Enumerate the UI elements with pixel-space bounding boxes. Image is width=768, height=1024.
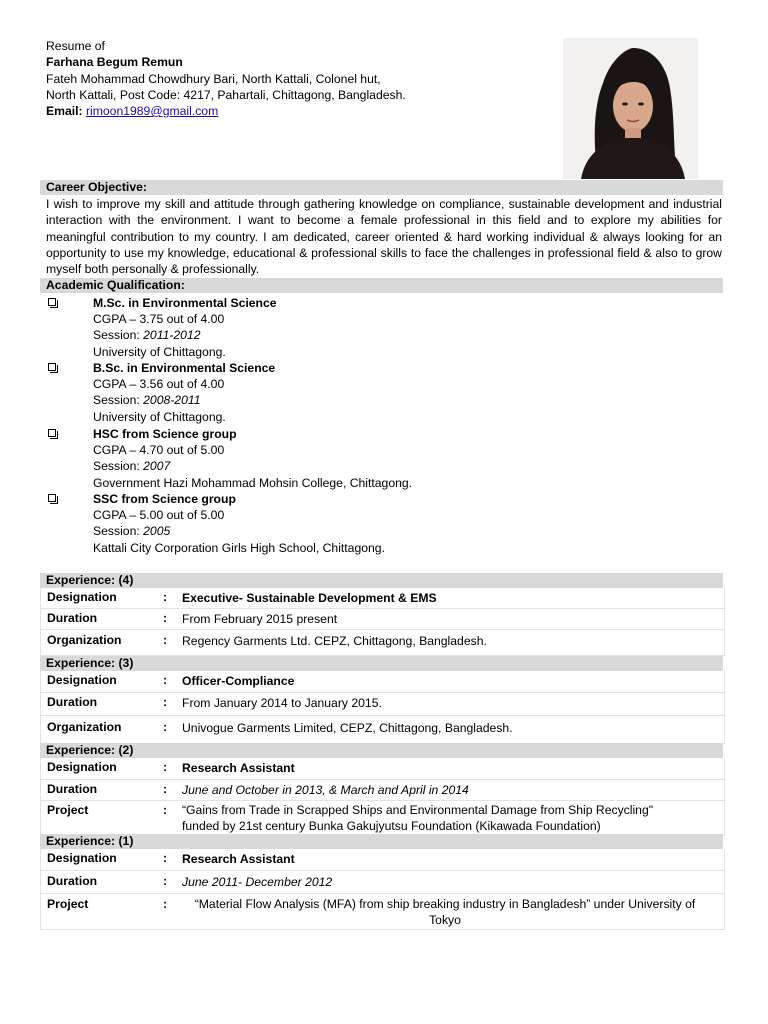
cgpa: CGPA – 3.75 out of 4.00 [93, 312, 225, 327]
degree: HSC from Science group [93, 427, 237, 441]
cgpa: CGPA – 3.56 out of 4.00 [93, 377, 225, 392]
degree: B.Sc. in Environmental Science [93, 361, 276, 375]
institution: Government Hazi Mohammad Mohsin College, Chittagong. [93, 475, 413, 490]
career-objective-text: I wish to improve my skill and attitude through gathering knowledge on compliance, sustainable development and industrial interaction with the environment. I want to become a female professional in this field and to explore my abilities for meaningful contribution to my country. I am dedicated, career oriented & hard working individual & always looking for an opportunity to use my knowledge, educational & professional skills to face the challenges in professional field & also to grow myself both personally & professionally. [46, 197, 722, 277]
career-objective-heading-bar [40, 180, 723, 195]
email-link[interactable]: rimoon1989@gmail.com [85, 104, 219, 118]
session: Session: 2007 [93, 459, 171, 474]
experience-table [40, 849, 725, 930]
table-row: Designation : Officer-Compliance [41, 671, 724, 693]
address-line-2: North Kattali, Post Code: 4217, Pahartali, Chittagong, Bangladesh. [46, 88, 406, 102]
session: Session: 2005 [93, 524, 171, 539]
institution: Kattali City Corporation Girls High School, Chittagong. [93, 540, 385, 555]
experience-table [40, 671, 725, 744]
checkbox-icon [48, 494, 56, 502]
email-row [46, 103, 218, 119]
table-row: Organization : Univogue Garments Limited, CEPZ, Chittagong, Bangladesh. [41, 716, 724, 744]
resume-of-label: Resume of [46, 39, 105, 53]
table-row: Duration : From February 2015 present [41, 609, 724, 630]
cgpa: CGPA – 4.70 out of 5.00 [93, 443, 225, 458]
table-row: Designation : Research Assistant [41, 849, 724, 871]
experience-heading-bar [40, 573, 723, 588]
cgpa: CGPA – 5.00 out of 5.00 [93, 508, 225, 523]
experience-heading-bar [40, 743, 723, 758]
experience-heading-bar [40, 834, 723, 849]
experience-heading: Experience: (1) [46, 834, 134, 848]
degree: SSC from Science group [93, 492, 236, 506]
degree: M.Sc. in Environmental Science [93, 296, 277, 310]
table-row: Project : “Material Flow Analysis (MFA) from ship breaking industry in Bangladesh” under University of Tokyo [41, 894, 724, 930]
table-row: Organization : Regency Garments Ltd. CEPZ, Chittagong, Bangladesh. [41, 630, 724, 656]
profile-photo [563, 38, 698, 179]
checkbox-icon [48, 363, 56, 371]
candidate-name: Farhana Begum Remun [46, 55, 183, 69]
academic-heading: Academic Qualification: [46, 278, 185, 292]
experience-table [40, 588, 725, 656]
session: Session: 2011-2012 [93, 328, 201, 343]
table-row: Designation : Executive- Sustainable Development & EMS [41, 588, 724, 609]
table-row: Duration : June 2011- December 2012 [41, 871, 724, 894]
experience-heading: Experience: (2) [46, 743, 134, 757]
experience-heading: Experience: (4) [46, 573, 134, 587]
address-line-1: Fateh Mohammad Chowdhury Bari, North Kattali, Colonel hut, [46, 72, 381, 86]
table-row: Project : “Gains from Trade in Scrapped Ships and Environmental Damage from Ship Recycling" funded by 21st century Bunka Gakujyutsu Foundation (Kikawada Foundation) [41, 801, 724, 836]
checkbox-icon [48, 298, 56, 306]
institution: University of Chittagong. [93, 409, 226, 424]
session: Session: 2008-2011 [93, 393, 201, 408]
checkbox-icon [48, 429, 56, 437]
experience-heading: Experience: (3) [46, 656, 134, 670]
experience-table [40, 758, 725, 836]
experience-heading-bar [40, 656, 723, 671]
table-row: Duration : June and October in 2013, & March and April in 2014 [41, 780, 724, 801]
table-row: Duration : From January 2014 to January 2015. [41, 693, 724, 716]
academic-heading-bar [40, 278, 723, 293]
table-row: Designation : Research Assistant [41, 758, 724, 780]
institution: University of Chittagong. [93, 344, 226, 359]
email-label: Email: [46, 104, 83, 118]
career-objective-heading: Career Objective: [46, 180, 147, 194]
